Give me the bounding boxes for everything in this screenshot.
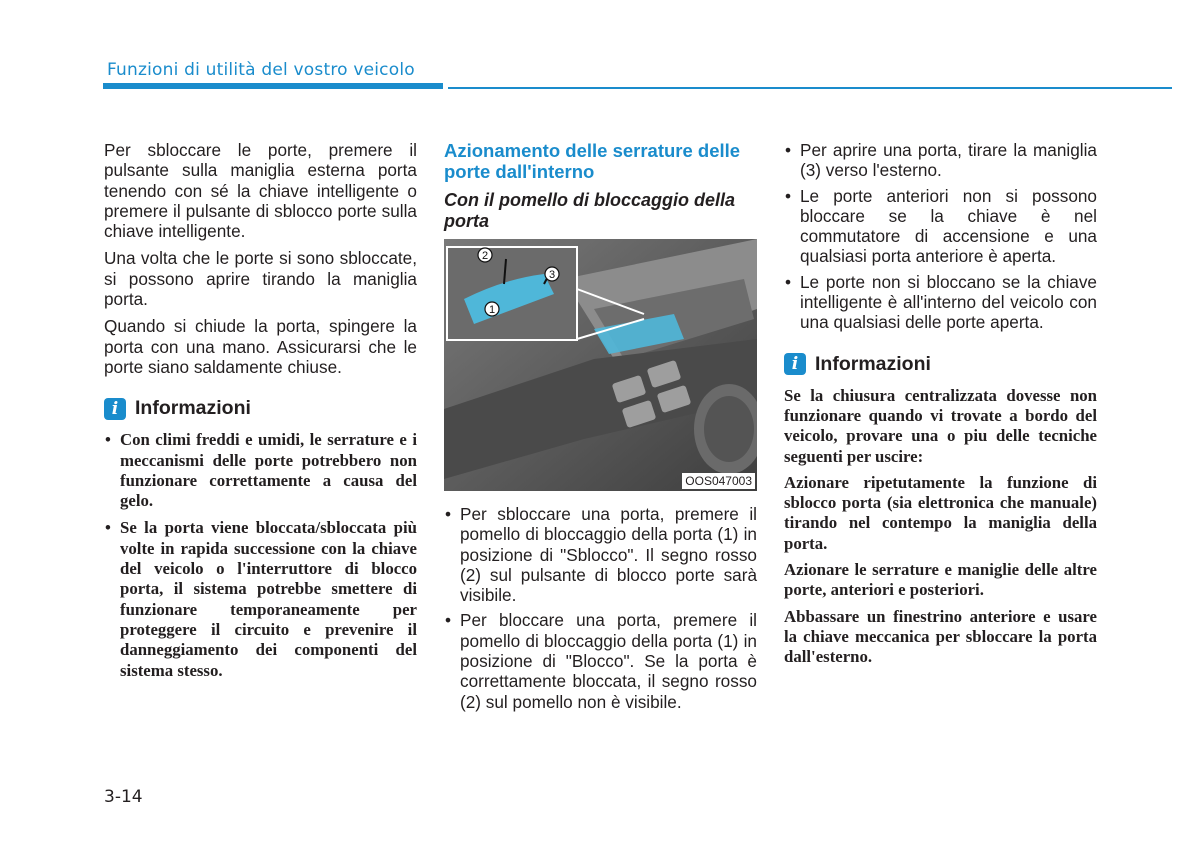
info-paragraph: Abbassare un finestrino anteriore e usare la chiave meccanica per sbloccare la porta dall'esterno. (784, 606, 1097, 667)
info-list (104, 430, 417, 681)
door-lock-figure (444, 239, 757, 491)
info-icon: i (784, 353, 806, 375)
section-header-title: Funzioni di utilità del vostro veicolo (107, 60, 415, 80)
paragraph: Una volta che le porte si sono sbloccate, si possono aprire tirando la maniglia porta. (104, 248, 417, 310)
instruction-item: • Per sbloccare una porta, premere il pomello di bloccaggio della porta (1) in posizione di "Sblocco". Il segno rosso (2) sul pulsante di blocco porte sarà visibile. (444, 504, 757, 605)
instruction-item: • Per aprire una porta, tirare la maniglia (3) verso l'esterno. (784, 140, 1097, 181)
instruction-list (444, 504, 757, 712)
paragraph: Per sbloccare le porte, premere il pulsante sulla maniglia esterna porta tenendo con sé la chiave intelligente o premere il pulsante di sblocco porte sulla chiave intelligente. (104, 140, 417, 242)
info-icon: i (104, 398, 126, 420)
instruction-item: • Le porte non si bloccano se la chiave intelligente è all'interno del veicolo con una qualsiasi delle porte aperta. (784, 272, 1097, 333)
instruction-list (784, 140, 1097, 333)
callout-3-icon (544, 266, 560, 282)
info-header (784, 353, 1097, 376)
column-middle (444, 140, 757, 717)
callout-3-label: 3 (548, 269, 556, 281)
callout-2-label: 2 (481, 250, 489, 262)
instruction-item: • Le porte anteriori non si possono bloccare se la chiave è nel commutatore di accensione e una qualsiasi porta anteriore è aperta. (784, 186, 1097, 267)
callout-1-label: 1 (488, 304, 496, 316)
info-paragraph: Azionare le serrature e maniglie delle altre porte, anteriori e posteriori. (784, 560, 1097, 600)
instruction-item: • Per bloccare una porta, premere il pomello di bloccaggio della porta (1) in posizione di "Blocco". Se la porta è correttamente bloccata, il segno rosso (2) sul pomello non è visibile. (444, 610, 757, 711)
column-right (784, 140, 1097, 674)
info-list-item: • Se la porta viene bloccata/sbloccata più volte in rapida successione con la chiave del veicolo o l'interruttore di blocco porta, il sistema potrebbe smettere di funzionare temporaneamente per proteggere il circuito e prevenire il danneggiamento dei componenti del sistema stesso. (104, 518, 417, 680)
figure-code: OOS047003 (682, 473, 755, 489)
info-header (104, 397, 417, 420)
paragraph: Quando si chiude la porta, spingere la porta con una mano. Assicurarsi che le porte siano saldamente chiuse. (104, 316, 417, 377)
info-paragraph: Azionare ripetutamente la funzione di sblocco porta (sia elettronica che manuale) tirando nel contempo la maniglia della porta. (784, 472, 1097, 553)
subsection-heading: Con il pomello di bloccaggio della porta (444, 190, 736, 231)
section-heading: Azionamento delle serrature delle porte dall'interno (444, 140, 741, 182)
info-list-item: • Con climi freddi e umidi, le serrature e i meccanismi delle porte potrebbero non funzionare correttamente a causa del gelo. (104, 430, 417, 511)
door-panel-illustration (444, 239, 757, 491)
info-title: Informazioni (135, 397, 251, 420)
header-rule-thin (448, 87, 1172, 89)
header-rule-thick (103, 83, 443, 89)
callout-2-icon (477, 247, 493, 263)
column-left (104, 140, 417, 688)
info-paragraph: Se la chiusura centralizzata dovesse non funzionare quando vi trovate a bordo del veicolo, provare una o piu delle tecniche seguenti per uscire: (784, 385, 1097, 466)
info-title: Informazioni (815, 352, 931, 375)
page-number: 3-14 (104, 787, 143, 807)
callout-1-icon (484, 301, 500, 317)
